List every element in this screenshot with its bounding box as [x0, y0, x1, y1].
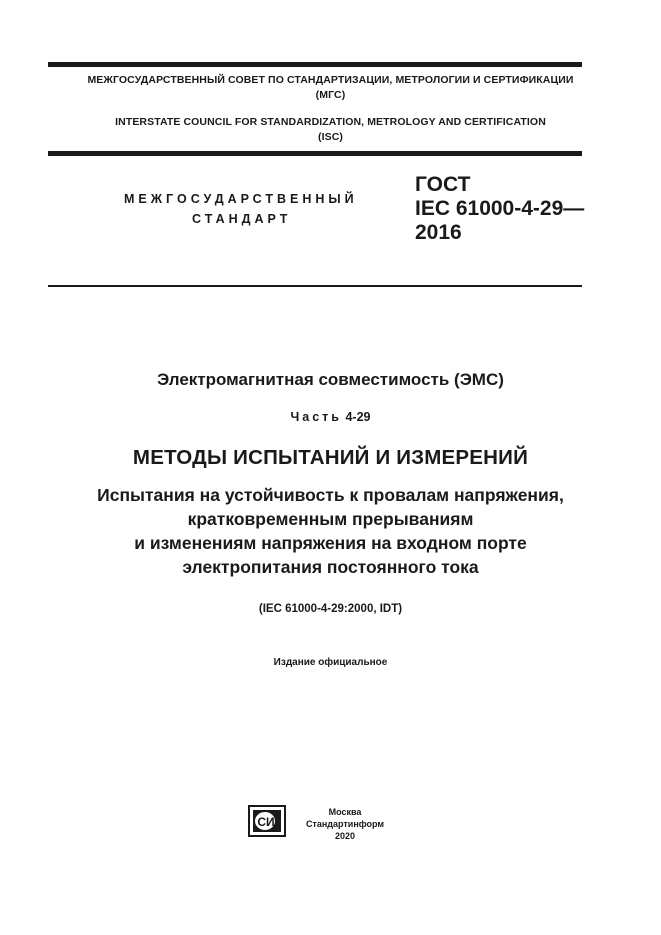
part-line: [0, 410, 661, 424]
council-en-line2: (ISC): [318, 131, 343, 143]
main-title: МЕТОДЫ ИСПЫТАНИЙ И ИЗМЕРЕНИЙ: [132, 446, 529, 469]
council-ru-line1: МЕЖГОСУДАРСТВЕННЫЙ СОВЕТ ПО СТАНДАРТИЗАЦИИ, МЕТРОЛОГИИ И СЕРТИФИКАЦИИ: [87, 74, 574, 86]
header-bottom-rule: [48, 151, 582, 156]
standartinform-logo-graphic: [248, 805, 286, 837]
standard-type-line1: МЕЖГОСУДАРСТВЕННЫЙ: [124, 192, 358, 206]
subtitle-line: кратковременным прерываниям: [187, 509, 474, 529]
gost-designation: [415, 173, 584, 245]
publisher-year: 2020: [334, 831, 356, 841]
publisher-info: [300, 806, 390, 842]
council-ru-line2: (МГС): [315, 89, 346, 101]
standartinform-logo-icon: [248, 805, 286, 837]
standard-type-line2: СТАНДАРТ: [192, 212, 292, 226]
part-label: Часть: [290, 410, 342, 424]
publisher-city: Москва: [328, 807, 362, 817]
logo-text: СИ: [257, 815, 275, 829]
gost-line1: ГОСТ: [415, 173, 471, 196]
subtitle-line: и изменениям напряжения на входном порте: [134, 533, 527, 553]
publisher-name: Стандартинформ: [305, 819, 385, 829]
subtitle-line: электропитания постоянного тока: [182, 557, 479, 577]
top-rule: [48, 62, 582, 67]
series-title: Электромагнитная совместимость (ЭМС): [157, 370, 504, 389]
gost-line3: 2016: [415, 221, 462, 244]
iec-reference: (IEC 61000-4-29:2000, IDT): [258, 603, 403, 615]
gost-line2: IEC 61000-4-29—: [415, 197, 585, 220]
edition-note: Издание официальное: [273, 657, 388, 668]
council-en-line1: INTERSTATE COUNCIL FOR STANDARDIZATION, METROLOGY AND CERTIFICATION: [115, 116, 546, 128]
designation-bottom-rule: [48, 285, 582, 287]
subtitle-line: Испытания на устойчивость к провалам напряжения,: [97, 485, 564, 505]
subtitle: [0, 483, 661, 579]
part-number: 4-29: [345, 410, 371, 424]
